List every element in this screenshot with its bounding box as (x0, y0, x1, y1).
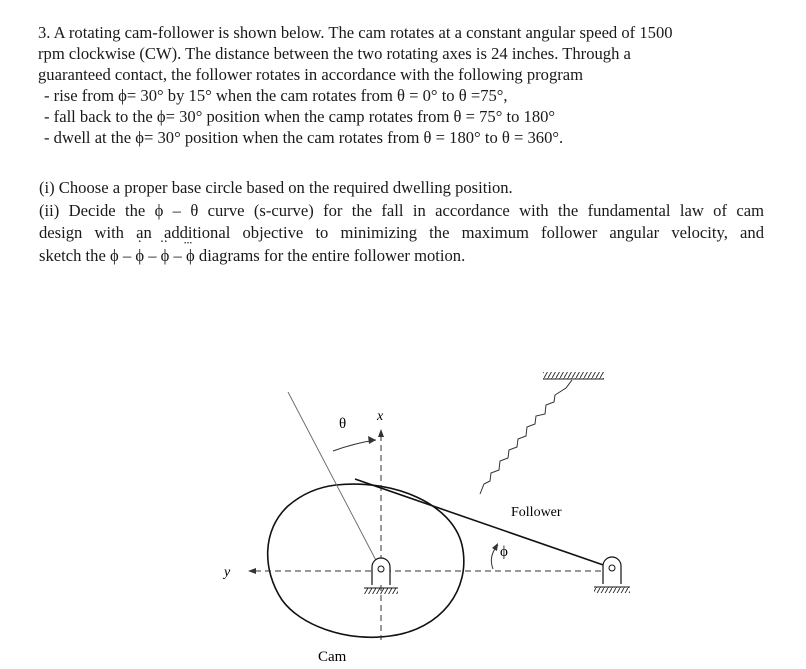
dash: – (144, 245, 161, 265)
theta-arrowhead (368, 436, 376, 444)
motion-step-dwell: - dwell at the ϕ= 30° position when the cam rotates from θ = 180° to θ = 360°. (44, 128, 564, 147)
phi-arrowhead (492, 543, 498, 551)
part-ii-line: (ii) Decide the ϕ – θ curve (s-curve) for the fall in accordance with the fundamental law of cam (39, 200, 764, 220)
phi-label: ϕ (500, 544, 508, 560)
motion-step-fall: - fall back to the ϕ= 30° position when the camp rotates from θ = 75° to 180° (44, 107, 556, 126)
x-axis-arrowhead (378, 429, 384, 437)
y-axis-arrowhead (248, 568, 256, 574)
ground-hatch (543, 372, 604, 379)
problem-line: guaranteed contact, the follower rotates in accordance with the following program (38, 65, 584, 84)
phi-symbol: ϕ (109, 245, 119, 265)
dash: – (118, 245, 136, 265)
cam-pivot (364, 558, 398, 594)
follower-pivot (594, 557, 630, 593)
follower-arm (355, 479, 612, 568)
cam-reference-line (288, 392, 380, 568)
phi-dddot-symbol: ϕ ··· (186, 245, 195, 268)
follower-label: Follower (511, 505, 562, 520)
motion-step-rise: - rise from ϕ= 30° by 15° when the cam rotates from θ = 0° to θ =75°, (44, 86, 508, 105)
cam-label: Cam (318, 649, 347, 665)
part-ii-prefix: sketch the (39, 245, 110, 265)
part-ii-suffix: diagrams for the entire follower motion. (194, 245, 466, 265)
y-axis-label: y (224, 565, 231, 580)
part-i: (i) Choose a proper base circle based on the required dwelling position. (39, 178, 513, 197)
phi-ddot-symbol: ϕ ·· (161, 245, 170, 268)
problem-line: 3. A rotating cam-follower is shown below. The cam rotates at a constant angular speed of 1500 (38, 23, 673, 42)
theta-label: θ (339, 416, 347, 432)
x-axis-label: x (377, 409, 384, 424)
phi-dot-symbol: ϕ · (135, 245, 144, 268)
part-ii-line: design with an additional objective to minimizing the maximum follower angular velocity, and (39, 223, 764, 242)
dash: – (169, 245, 186, 265)
problem-line: rpm clockwise (CW). The distance between the two rotating axes is 24 inches. Through a (38, 44, 631, 63)
spring (480, 380, 572, 494)
